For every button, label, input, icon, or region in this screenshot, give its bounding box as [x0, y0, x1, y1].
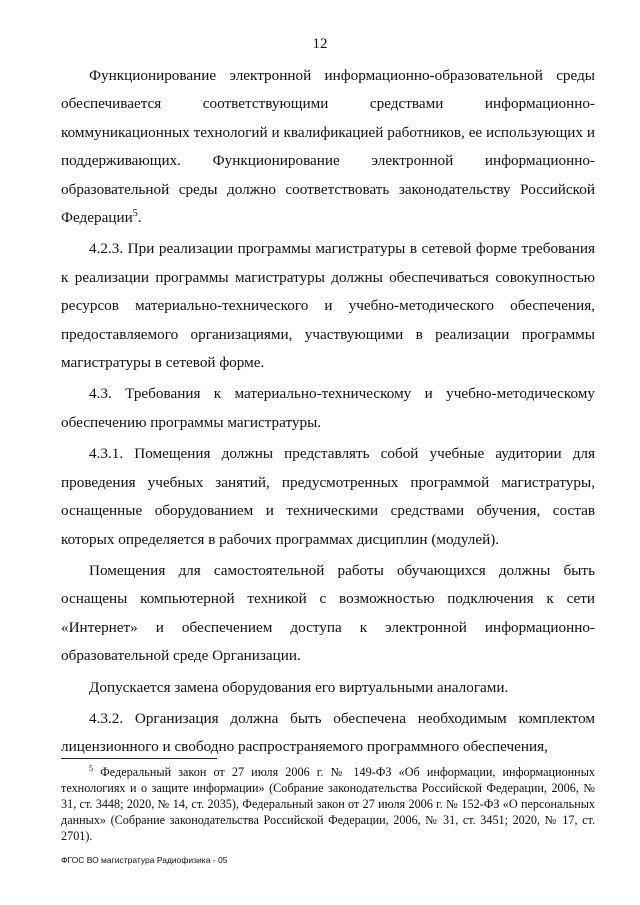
- paragraph-eios: [61, 62, 595, 232]
- footnote-text: Федеральный закон от 27 июля 2006 г. № 149-ФЗ «Об информации, информационных технологиях и о защите информации» (Собрание законодательства Российской Федерации, 2006, № 31, ст. 3448; 2020, № 14, ст. 2035), Федеральный закон от 27 июля 2006 г. № 152-ФЗ «О персональных данных» (Собрание законодательства Российской Федерации, 2006, № 31, ст. 3451; 2020, № 17, ст. 2701).: [61, 765, 595, 844]
- paragraph-virtual-analogs: Допускается замена оборудования его виртуальными аналогами.: [89, 678, 509, 696]
- footnote-divider: [61, 758, 217, 759]
- body-text: [61, 62, 595, 762]
- paragraph-4-3-1: 4.3.1. Помещения должны представлять собой учебные аудитории для проведения учебных занятий, предусмотренных программой магистратуры, оснащенные оборудованием и техническими средствами обучения, состав которых определяется в рабочих программах дисциплин (модулей).: [61, 445, 595, 548]
- paragraph-4-2-3: 4.2.3. При реализации программы магистратуры в сетевой форме требования к реализации программы магистратуры должны обеспечиваться совокупностью ресурсов материально-технического и учебно-методического обеспечения, предоставляемого организациями, участвующими в реализации программы магистратуры в сетевой форме.: [61, 240, 595, 372]
- paragraph-4-3-2: 4.3.2. Организация должна быть обеспечена необходимым комплектом лицензионного и свободно распространяемого программного обеспечения,: [61, 709, 595, 756]
- footnote: [61, 764, 595, 844]
- page-number: 12: [312, 36, 328, 52]
- paragraph-tail: .: [137, 209, 142, 227]
- footnote-mark: 5: [89, 763, 93, 773]
- paragraph-text: Функционирование электронной информационно-образовательной среды обеспечивается соответствующими средствами информационно-коммуникационных технологий и квалификацией работников, ее использующих и поддерживающих. Функционирование электронной информационно-образовательной среды должно соответствовать законодательству Российской Федерации: [61, 67, 595, 227]
- paragraph-4-3: 4.3. Требования к материально-техническому и учебно-методическому обеспечению программы магистратуры.: [61, 385, 595, 431]
- footnote-paragraph: [61, 764, 595, 844]
- paragraph-self-study-rooms: Помещения для самостоятельной работы обучающихся должны быть оснащены компьютерной техникой с возможностью подключения к сети «Интернет» и обеспечением доступа к электронной информационно-образовательной среде Организации.: [61, 561, 595, 665]
- page-footer: ФГОС ВО магистратура Радиофизика - 05: [61, 855, 228, 865]
- footnote-reference: 5: [132, 207, 138, 219]
